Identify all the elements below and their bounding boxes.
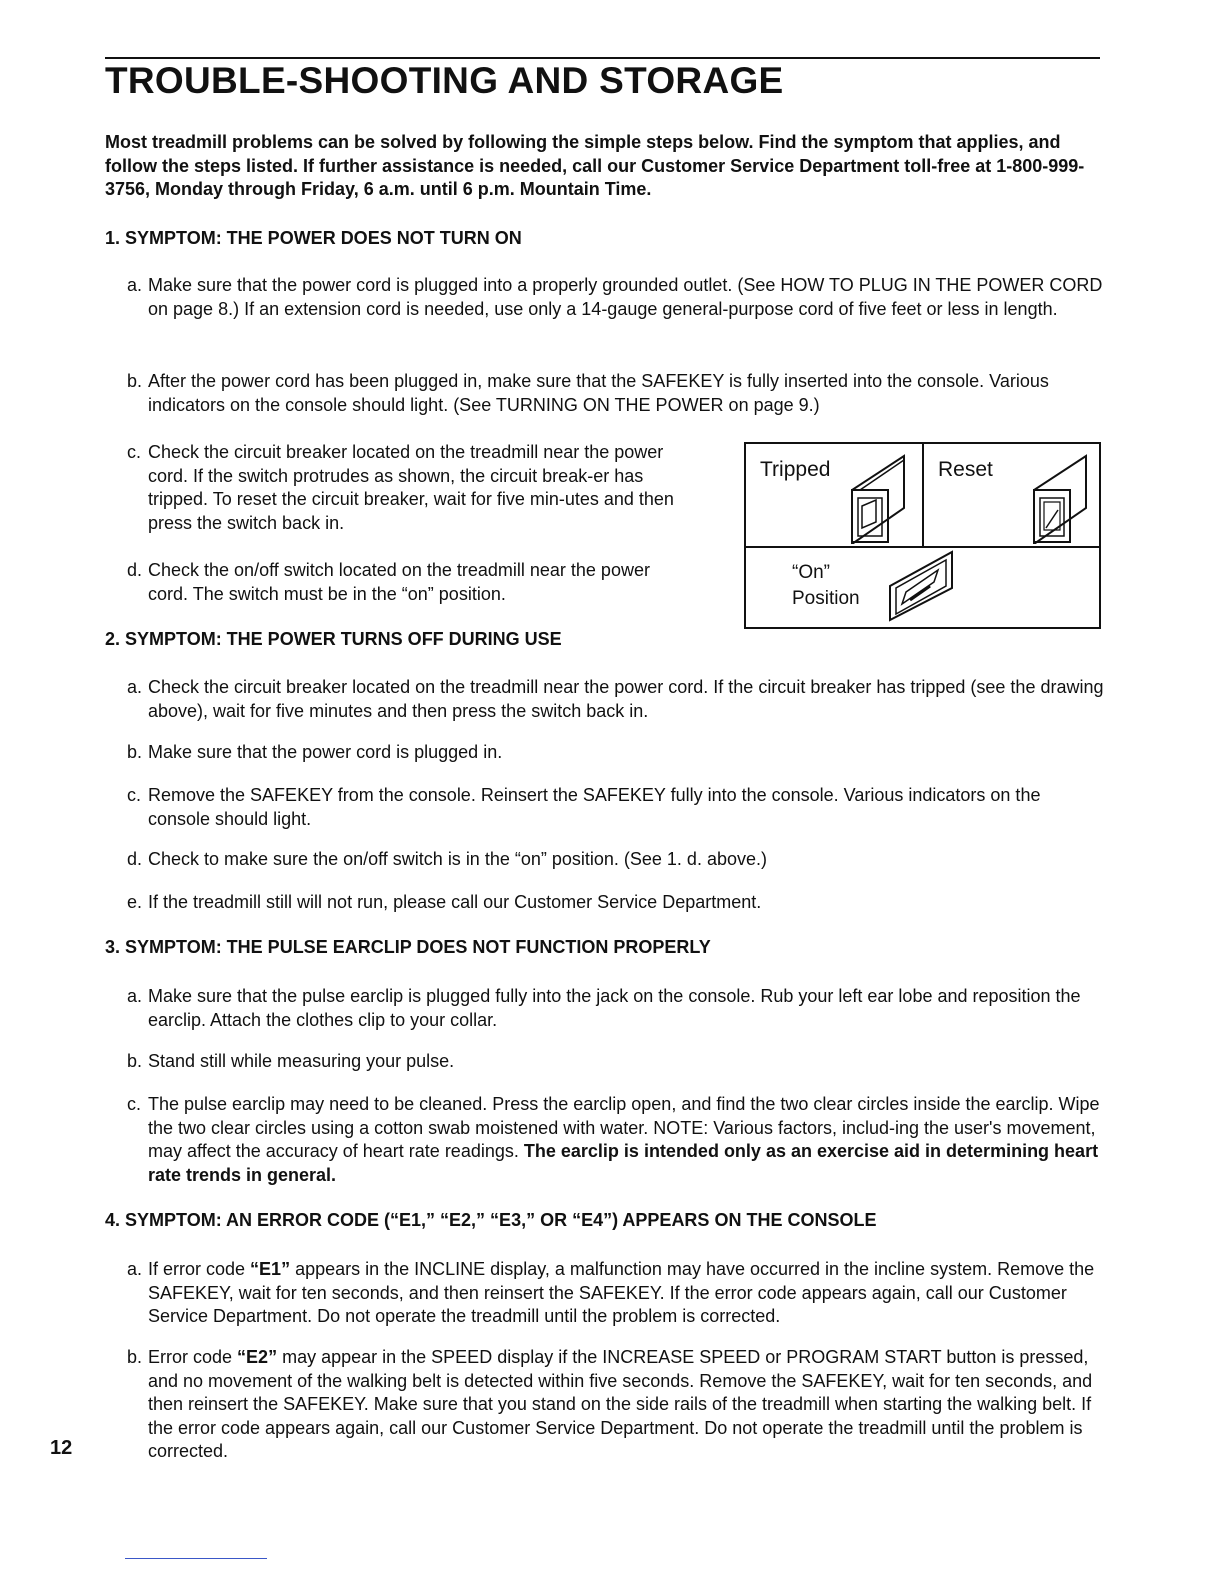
item-text [127,1093,1107,1187]
switch-diagram [744,442,1101,629]
section-1-item-c [127,441,687,535]
section-3-item-a [127,985,1107,1032]
section-3-item-c [127,1093,1107,1187]
item-label: c. [127,785,142,805]
item-text: Check to make sure the on/off switch is in the “on” position. (See 1. d. above.) [148,849,767,869]
section-3-item-b [127,1050,1107,1074]
section-1-item-a [127,274,1107,321]
item-text [127,1346,1107,1464]
footer-line [125,1558,267,1559]
header-rule [105,57,1100,59]
item-text-rest: may appear in the SPEED display if the INCREASE SPEED or PROGRAM START button is pressed, and no movement of the walking belt is detected within five seconds. Remove the SAFEKEY, wait for ten seconds, and then reinsert the SAFEKEY. Make sure that you stand on the side rails of the treadmill when starting the walking belt. If the error code appears again, call our Customer Service Department. Do not operate the treadmill until the problem is corrected. [148,1347,1093,1461]
item-text-rest: appears in the INCLINE display, a malfunction may have occurred in the incline system. Remove the SAFEKEY, wait for ten seconds, and then reinsert the SAFEKEY. If the error code appears again, call our Customer Service Department. Do not operate the treadmill until the problem is corrected. [148,1259,1095,1326]
item-text-pre: Error code [148,1347,238,1367]
item-text-bold: The earclip is intended only as an exercise aid in determining heart rate trends in general. [148,1141,1099,1185]
error-code: “E2” [237,1347,278,1367]
item-label: d. [127,560,143,580]
item-text [127,1258,1107,1329]
item-label: a. [127,677,143,697]
section-4-item-a [127,1258,1107,1329]
section-1-item-b [127,370,1107,417]
item-label: b. [127,371,143,391]
item-text-pre: If error code [148,1259,251,1279]
item-text-plain: The pulse earclip may need to be cleaned. Press the earclip open, and find the two clear circles inside the earclip. Wipe the two clear circles using a cotton swab moistened with water. NOTE: Various factors, includ-ing the user's movement, may affect the accuracy of heart rate readings. [148,1094,1100,1161]
section-1-heading: 1. SYMPTOM: THE POWER DOES NOT TURN ON [105,228,522,248]
section-4-item-b [127,1346,1107,1464]
section-2-item-a [127,676,1107,723]
section-2-item-b [127,741,1107,765]
item-text: Make sure that the pulse earclip is plugged fully into the jack on the console. Rub your left ear lobe and reposition the earclip. Attach the clothes clip to your collar. [148,986,1081,1030]
section-3-heading: 3. SYMPTOM: THE PULSE EARCLIP DOES NOT FUNCTION PROPERLY [105,937,711,957]
position-label: Position [792,588,860,609]
item-label: c. [127,1094,142,1114]
item-label: a. [127,986,143,1006]
item-label: a. [127,275,143,295]
item-label: b. [127,1051,143,1071]
page-number: 12 [50,1437,73,1459]
item-text: Check the on/off switch located on the treadmill near the power cord. The switch must be in the “on” position. [148,560,650,604]
error-code: “E1” [250,1259,291,1279]
item-label: b. [127,1347,143,1367]
tripped-label: Tripped [760,458,831,481]
on-label: “On” [792,562,830,583]
on-position-switch-icon [888,548,958,622]
item-text: After the power cord has been plugged in, make sure that the SAFEKEY is fully inserted into the console. Various indicators on the console should light. (See TURNING ON THE POWER on page 9.) [148,371,1049,415]
item-label: b. [127,742,143,762]
section-1-item-d [127,559,687,606]
item-text: Make sure that the power cord is plugged in. [148,742,503,762]
section-2-heading: 2. SYMPTOM: THE POWER TURNS OFF DURING USE [105,629,562,649]
section-2-item-e [127,891,1107,915]
page-title: TROUBLE-SHOOTING AND STORAGE [105,60,784,101]
item-text: Stand still while measuring your pulse. [148,1051,455,1071]
item-label: e. [127,892,143,912]
intro-paragraph: Most treadmill problems can be solved by following the simple steps below. Find the symptom that applies, and follow the steps listed. If further assistance is needed, call our Customer Service Department toll-free at 1-800-999-3756, Monday through Friday, 6 a.m. until 6 p.m. Mountain Time. [105,132,1085,199]
item-text: Check the circuit breaker located on the treadmill near the power cord. If the switch protrudes as shown, the circuit break-er has tripped. To reset the circuit breaker, wait for five min-utes and then press the switch back in. [148,442,674,533]
item-label: d. [127,849,143,869]
tripped-switch-icon [846,450,912,544]
item-text: Check the circuit breaker located on the treadmill near the power cord. If the circuit breaker has tripped (see the drawing above), wait for five minutes and then press the switch back in. [148,677,1104,721]
item-text: Remove the SAFEKEY from the console. Reinsert the SAFEKEY fully into the console. Various indicators on the console should light. [148,785,1041,829]
item-text: If the treadmill still will not run, please call our Customer Service Department. [148,892,762,912]
diagram-divider [922,444,924,546]
reset-label: Reset [938,458,993,481]
section-2-item-d [127,848,1107,872]
item-label: a. [127,1259,143,1279]
reset-switch-icon [1028,450,1094,544]
item-label: c. [127,442,142,462]
section-4-heading: 4. SYMPTOM: AN ERROR CODE (“E1,” “E2,” “E3,” OR “E4”) APPEARS ON THE CONSOLE [105,1210,877,1230]
section-2-item-c [127,784,1107,831]
item-text: Make sure that the power cord is plugged into a properly grounded outlet. (See HOW TO PLUG IN THE POWER CORD on page 8.) If an extension cord is needed, use only a 14-gauge general-purpose cord of five feet or less in length. [148,275,1103,319]
